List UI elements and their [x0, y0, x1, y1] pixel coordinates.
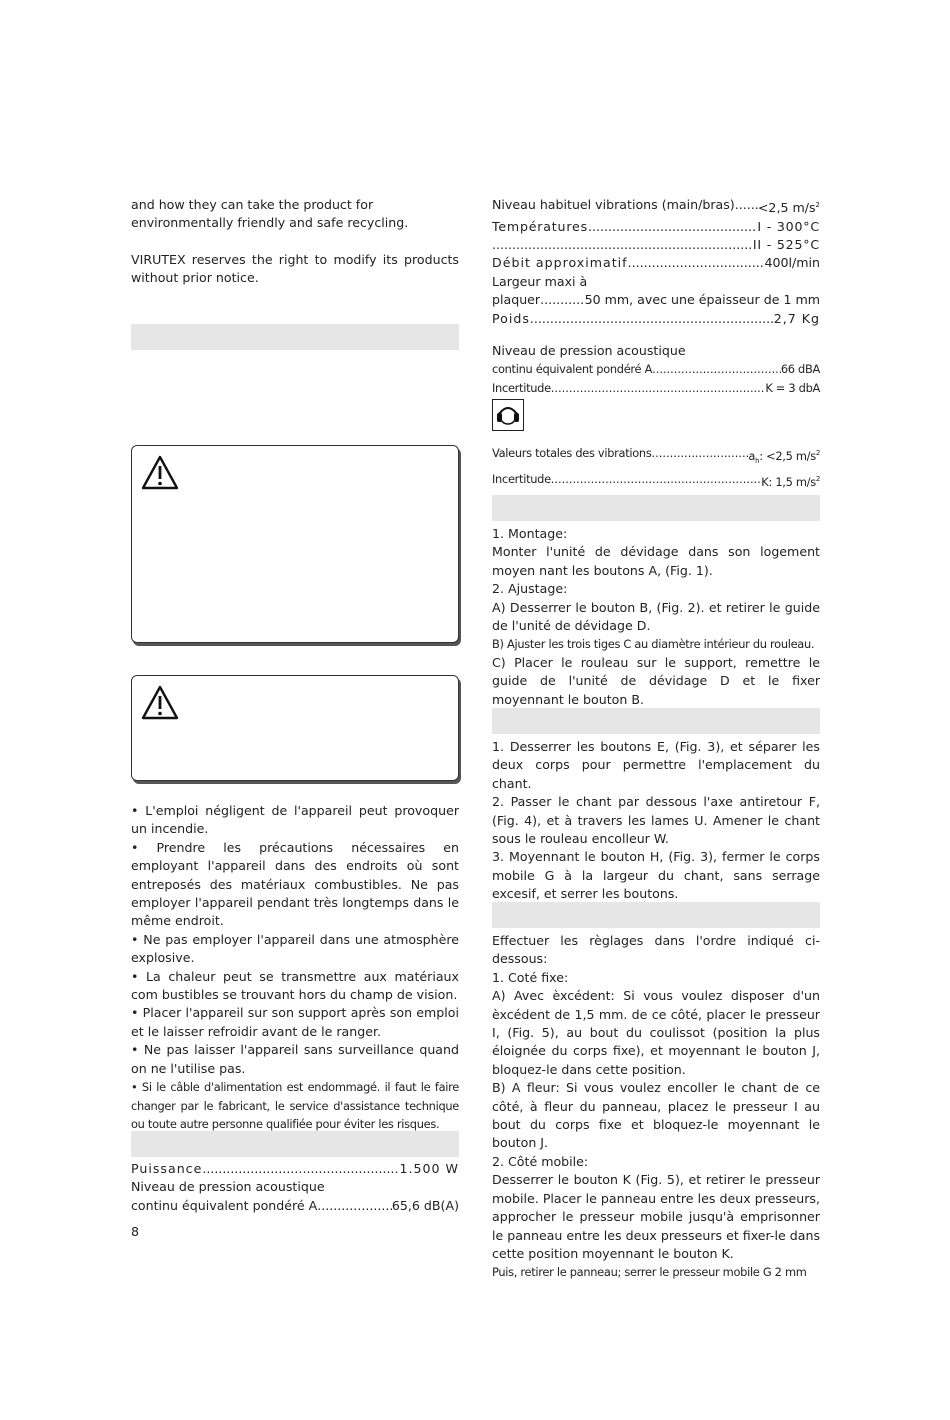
- left-intro-block: [131, 196, 459, 288]
- montage-line: A) Desserrer le bouton B, (Fig. 2). et retirer le guide de l'unité de dévidage D.: [492, 599, 820, 634]
- reserve-paragraph: VIRUTEX reserves the right to modify its products without prior notice.: [131, 251, 459, 286]
- spec-largeur-line: Largeur maxi à: [492, 273, 588, 289]
- warning-box-2: [131, 675, 459, 781]
- spec-row-incertitude: Incertitude ..... K = 3 dbA: [492, 379, 820, 397]
- warning-triangle-icon: [140, 454, 180, 492]
- spec-pression-line: Niveau de pression acoustique: [131, 1179, 325, 1195]
- spec-row-pression: continu équivalent pondéré A ..... 66 dBA: [492, 360, 820, 378]
- reglages-line: A) Avec èxcédent: Si vous voulez disposer d'un èxcédent de 1,5 mm. de ce côté, placer le presseur I, (Fig. 5), au bout du coulissot (position la plus éloignée du corps fixe), et moyennant le bouton J, bloquez-le dans cette position.: [492, 988, 820, 1077]
- reglages-line: 1. Coté fixe:: [492, 969, 569, 985]
- section-header-bar: [492, 708, 820, 734]
- montage-line: 1. Montage:: [492, 526, 568, 541]
- page-number: 8: [131, 1224, 140, 1239]
- chant-section: [492, 738, 820, 904]
- spec-row-pression: continu équivalent pondéré A ..... 65,6 dB(A): [131, 1197, 459, 1215]
- reglages-line: Puis, retirer le panneau; serrer le presseur mobile G 2 mm: [492, 1265, 807, 1280]
- recycling-paragraph: and how they can take the product for environmentally friendly and safe recycling.: [131, 197, 409, 231]
- montage-section: [492, 525, 820, 709]
- reglages-line: Desserrer le bouton K (Fig. 5), et retirer le presseur mobile. Placer le panneau entre les deux presseurs, approcher le presseur mobile jusqu'à emprisonner le panneau entre les deux presseurs et fixer-le dans cette position moyennant le bouton K.: [492, 1172, 820, 1261]
- bullet-item: • Placer l'appareil sur son support après son emploi et le laisser refroidir avant de le ranger.: [131, 1005, 459, 1039]
- spec-row-puissance: Puissance ..... 1.500 W: [131, 1160, 459, 1178]
- left-specs: [131, 1160, 459, 1215]
- safety-bullets: [131, 802, 459, 1133]
- section-header-bar: [492, 495, 820, 521]
- right-specs: [492, 196, 820, 491]
- spec-row-temperatures: Températures ..... I - 300°C: [492, 218, 820, 236]
- ear-protection-icon: [492, 399, 524, 431]
- reglages-line: B) A fleur: Si vous voulez encoller le chant de ce côté, à fleur du panneau, placez le presseur I au bout du corps fixe et bloquez-le moyennant le bouton J.: [492, 1080, 820, 1151]
- chant-line: 2. Passer le chant par dessous l'axe antiretour F, (Fig. 4), et à travers les lames U. Amener le chant sous le rouleau encolleur W.: [492, 794, 820, 847]
- bullet-item: • Prendre les précautions nécessaires en employant l'appareil dans des endroits où sont entreposés des matériaux combustibles. Ne pas employer l'appareil pendant très longtemps dans le même endroit.: [131, 839, 459, 929]
- montage-line: Monter l'unité de dévidage dans son logement moyen nant les boutons A, (Fig. 1).: [492, 544, 820, 578]
- spec-row-temperatures-2: ..... II - 525°C: [492, 236, 820, 254]
- spec-row-valeurs-vibrations: Valeurs totales des vibrations ..... $a_h$: <2,5 $m/s^2$: [492, 444, 820, 470]
- chant-line: 1. Desserrer les boutons E, (Fig. 3), et séparer les deux corps pour permettre l'emplacement du chant.: [492, 739, 820, 791]
- spec-pression-line: Niveau de pression acoustique: [492, 343, 686, 359]
- warning-box: [131, 445, 459, 643]
- spec-row-plaquer: plaquer ..... 50 mm, avec une épaisseur de 1 mm: [492, 291, 820, 309]
- montage-line: 2. Ajustage:: [492, 581, 568, 597]
- reglages-section: [492, 932, 820, 1282]
- bullet-item: • L'emploi négligent de l'appareil peut provoquer un incendie.: [131, 803, 459, 837]
- reglages-line: 2. Côté mobile:: [492, 1153, 589, 1169]
- warning-triangle-icon: [140, 684, 180, 722]
- spec-row-poids: Poids ..... 2,7 Kg: [492, 310, 820, 328]
- bullet-item: • Si le câble d'alimentation est endommagé. il faut le faire changer par le fabricant, le service d'assistance technique ou toute autre personne qualifiée pour éviter les risques.: [131, 1080, 459, 1131]
- section-header-bar: [131, 1131, 459, 1157]
- spec-row-incertitude-2: Incertitude ..... K: 1,5 $m/s^2$: [492, 470, 820, 491]
- section-header-bar: [492, 902, 820, 928]
- spec-row-vibrations: Niveau habituel vibrations (main/bras) ..... <2,5 $m/s^2$: [492, 196, 820, 218]
- montage-line: B) Ajuster les trois tiges C au diamètre intérieur du rouleau.: [492, 637, 815, 652]
- bullet-item: • Ne pas employer l'appareil dans une atmosphère explosive.: [131, 931, 459, 966]
- bullet-item: • Ne pas laisser l'appareil sans surveillance quand on ne l'utilise pas.: [131, 1042, 459, 1076]
- spec-row-debit: Débit approximatif ..... 400l/min: [492, 254, 820, 272]
- montage-line: C) Placer le rouleau sur le support, remettre le guide de l'unité de dévidage D et le fixer moyennant le bouton B.: [492, 654, 820, 707]
- section-header-bar: [131, 324, 459, 350]
- bullet-item: • La chaleur peut se transmettre aux matériaux com bustibles se trouvant hors du champ de vision.: [131, 968, 459, 1003]
- reglages-line: Effectuer les règlages dans l'ordre indiqué ci-dessous:: [492, 933, 820, 967]
- chant-line: 3. Moyennant le bouton H, (Fig. 3), fermer le corps mobile G à la largeur du chant, sans serrage excesif, et serrer les boutons.: [492, 849, 820, 902]
